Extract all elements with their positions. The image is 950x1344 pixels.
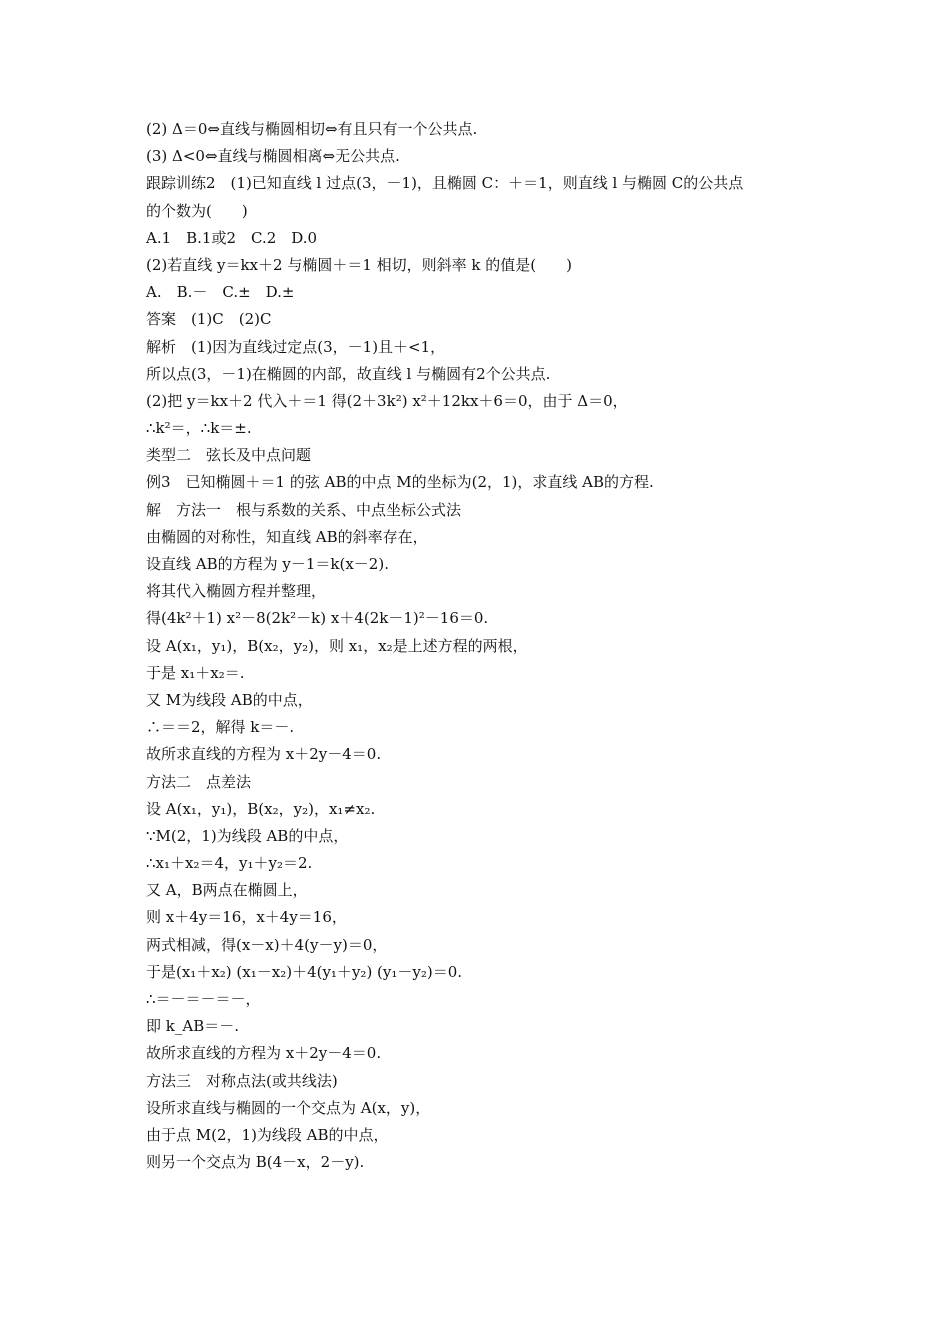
text-line: A.1 B.1或2 C.2 D.0 [146, 228, 318, 247]
text-line: 又 M为线段 AB的中点， [146, 690, 313, 709]
text-line: 的个数为( ) [146, 201, 248, 220]
text-line: 两式相减，得(x－x)＋4(y－y)＝0， [146, 935, 388, 954]
method-heading: 方法三 对称点法(或共线法) [146, 1071, 338, 1090]
text-line: ∴＝＝2，解得 k＝－. [146, 718, 295, 737]
text-line: 所以点(3，－1)在椭圆的内部，故直线 l 与椭圆有2个公共点. [146, 364, 551, 383]
text-line: (2)把 y＝kx＋2 代入＋＝1 得(2＋3k²) x²＋12kx＋6＝0，由于 Δ＝0， [146, 391, 628, 410]
text-line: (2) Δ＝0⇔直线与椭圆相切⇔有且只有一个公共点. [146, 120, 478, 138]
text-line: 则 x＋4y＝16，x＋4y＝16， [146, 908, 347, 927]
text-line: 得(4k²＋1) x²－8(2k²－k) x＋4(2k－1)²－16＝0. [146, 609, 489, 628]
text-line: 由于点 M(2，1)为线段 AB的中点， [146, 1125, 389, 1144]
text-line: 跟踪训练2 (1)已知直线 l 过点(3，－1)，且椭圆 C：＋＝1，则直线 l 与椭圆 C的公共点 [146, 174, 744, 193]
text-line: (2)若直线 y＝kx＋2 与椭圆＋＝1 相切，则斜率 k 的值是( ) [146, 255, 572, 274]
text-line: 则另一个交点为 B(4－x，2－y). [146, 1153, 365, 1172]
text-line: 将其代入椭圆方程并整理， [146, 582, 327, 601]
text-line: 即 k_AB＝－. [146, 1017, 239, 1036]
text-line: ∴＝－＝－＝－， [146, 990, 261, 1008]
text-line: 故所求直线的方程为 x＋2y－4＝0. [146, 1044, 382, 1063]
text-line: 于是 x₁＋x₂＝. [146, 663, 245, 682]
solution-heading: 解 方法一 根与系数的关系、中点坐标公式法 [146, 500, 462, 519]
document-body [146, 116, 826, 1176]
text-line: 又 A，B两点在椭圆上， [146, 881, 308, 900]
text-line: A. B.－ C.± D.± [146, 283, 295, 302]
method-heading: 方法二 点差法 [146, 772, 252, 791]
example-line: 例3 已知椭圆＋＝1 的弦 AB的中点 M的坐标为(2，1)，求直线 AB的方程. [146, 473, 654, 492]
text-line: 设 A(x₁，y₁)，B(x₂，y₂)，x₁≠x₂. [146, 799, 376, 818]
analysis-line: 解析 (1)因为直线过定点(3，－1)且＋<1， [146, 337, 446, 356]
text-line: 由椭圆的对称性，知直线 AB的斜率存在， [146, 527, 428, 546]
text-line: ∴x₁＋x₂＝4，y₁＋y₂＝2. [146, 854, 313, 873]
text-line: 设直线 AB的方程为 y－1＝k(x－2). [146, 555, 389, 573]
answer-line: 答案 (1)C (2)C [146, 310, 272, 329]
text-line: 设 A(x₁，y₁)，B(x₂，y₂)，则 x₁，x₂是上述方程的两根， [146, 636, 528, 655]
text-line: ∵M(2，1)为线段 AB的中点， [146, 826, 349, 845]
text-line: 于是(x₁＋x₂) (x₁－x₂)＋4(y₁＋y₂) (y₁－y₂)＝0. [146, 962, 463, 981]
text-line: (3) Δ<0⇔直线与椭圆相离⇔无公共点. [146, 147, 400, 166]
section-heading: 类型二 弦长及中点问题 [146, 446, 312, 465]
text-line: 故所求直线的方程为 x＋2y－4＝0. [146, 745, 382, 764]
text-line: ∴k²＝，∴k＝±. [146, 419, 252, 438]
text-line: 设所求直线与椭圆的一个交点为 A(x，y)， [146, 1098, 431, 1117]
